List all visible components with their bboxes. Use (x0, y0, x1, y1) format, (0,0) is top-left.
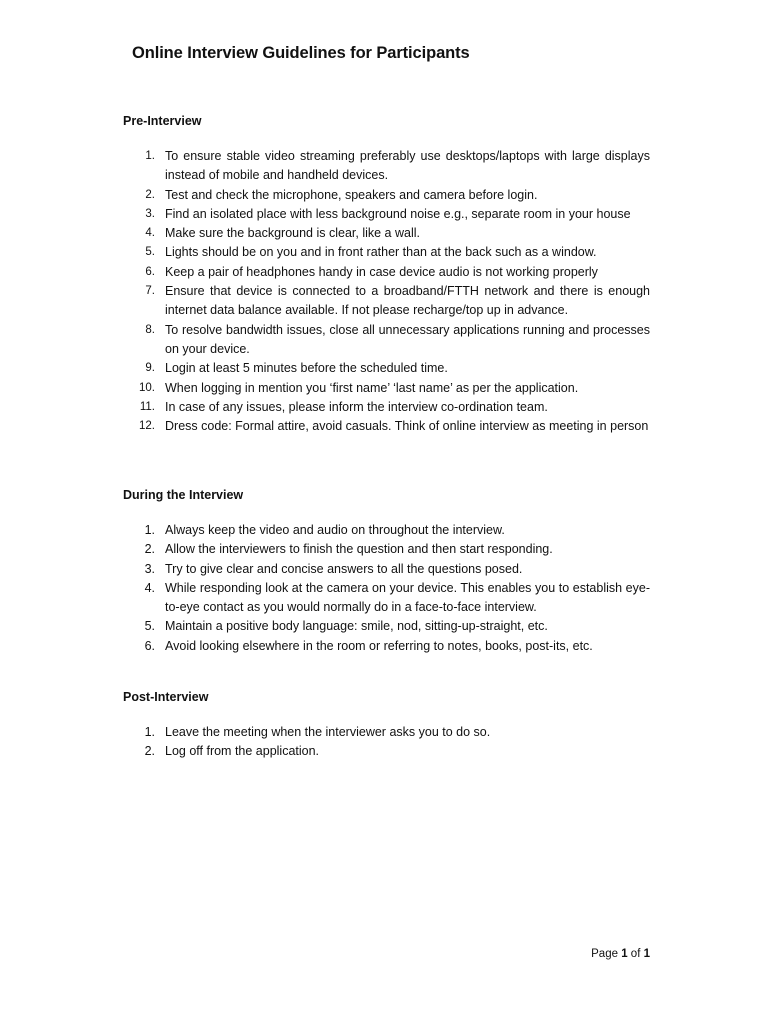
list-item (123, 147, 650, 186)
current-page: 1 (621, 948, 628, 960)
section-heading: Pre-Interview (123, 114, 202, 128)
item-text: Test and check the microphone, speakers and camera before login. (165, 187, 538, 202)
item-text: To ensure stable video streaming preferably use desktops/laptops with large displays instead of mobile and handheld devices. (165, 149, 650, 183)
item-number: 11. (139, 400, 155, 413)
of-label: of (630, 948, 641, 960)
item-text: Ensure that device is connected to a broadband/FTTH network and there is enough internet data balance available. If not please recharge/top up in advance. (165, 284, 650, 318)
item-text: While responding look at the camera on your device. This enables you to establish eye-to-eye contact as you would normally do in a face-to-face interview. (165, 580, 650, 615)
item-number: 1. (144, 725, 155, 739)
item-text: In case of any issues, please inform the interview co-ordination team. (165, 399, 548, 414)
list-item (123, 560, 650, 579)
section-during-interview (123, 487, 650, 656)
item-number: 4. (145, 227, 155, 240)
item-number: 3. (145, 207, 155, 220)
item-number: 2. (144, 542, 155, 557)
item-text: Login at least 5 minutes before the scheduled time. (165, 361, 448, 376)
total-pages: 1 (643, 948, 650, 960)
item-text: Allow the interviewers to finish the question and then start responding. (165, 542, 553, 557)
item-text: Make sure the background is clear, like a wall. (165, 226, 420, 241)
list-item (123, 723, 650, 742)
item-text: Leave the meeting when the interviewer asks you to do so. (165, 725, 491, 739)
item-number: 6. (145, 265, 155, 278)
item-number: 10. (139, 381, 155, 394)
item-number: 6. (144, 638, 155, 653)
item-number: 5. (145, 246, 155, 259)
item-text: Always keep the video and audio on throughout the interview. (165, 523, 505, 537)
item-number: 5. (144, 619, 155, 634)
list-item (123, 224, 650, 243)
item-text: Maintain a positive body language: smile, nod, sitting-up-straight, etc. (165, 619, 548, 634)
item-number: 1. (145, 150, 155, 162)
item-text: Avoid looking elsewhere in the room or referring to notes, books, post-its, etc. (165, 638, 593, 653)
item-number: 4. (144, 580, 155, 595)
list-item (123, 617, 650, 636)
list-item (123, 263, 650, 282)
item-number: 2. (144, 744, 155, 759)
item-text: Log off from the application. (165, 744, 320, 759)
item-number: 12. (139, 420, 155, 433)
section-post-interview (123, 689, 650, 762)
guideline-list (123, 147, 650, 436)
section-pre-interview (123, 113, 650, 436)
list-item (123, 243, 650, 262)
item-text: Try to give clear and concise answers to all the questions posed. (165, 561, 523, 576)
item-number: 1. (144, 523, 155, 537)
list-item (123, 186, 650, 205)
item-number: 2. (145, 188, 155, 201)
list-item (123, 282, 650, 321)
section-heading: Post-Interview (123, 690, 209, 704)
list-item (123, 637, 650, 656)
list-item (123, 742, 650, 761)
list-item (123, 379, 650, 398)
item-number: 3. (144, 561, 155, 576)
page-label: Page (591, 948, 618, 960)
list-item (123, 540, 650, 559)
item-number: 9. (145, 362, 155, 375)
item-text: Find an isolated place with less background noise e.g., separate room in your house (165, 206, 631, 221)
list-item (123, 205, 650, 224)
list-item (123, 417, 650, 436)
item-text: When logging in mention you ‘first name’ ‘last name’ as per the application. (165, 380, 579, 395)
guideline-list (123, 521, 650, 656)
item-text: Dress code: Formal attire, avoid casuals. Think of online interview as meeting in person (165, 419, 649, 434)
item-text: To resolve bandwidth issues, close all unnecessary applications running and processes on your device. (165, 322, 650, 356)
item-number: 7. (145, 285, 155, 298)
item-text: Keep a pair of headphones handy in case device audio is not working properly (165, 264, 598, 279)
guideline-list (123, 723, 650, 762)
list-item (123, 521, 650, 540)
list-item (123, 321, 650, 360)
section-heading: During the Interview (123, 488, 244, 502)
item-text: Lights should be on you and in front rather than at the back such as a window. (165, 245, 597, 260)
list-item (123, 398, 650, 417)
document-title: Online Interview Guidelines for Participants (132, 44, 470, 62)
list-item (123, 359, 650, 378)
list-item (123, 579, 650, 618)
item-number: 8. (145, 323, 155, 336)
page-number-footer (591, 948, 650, 960)
